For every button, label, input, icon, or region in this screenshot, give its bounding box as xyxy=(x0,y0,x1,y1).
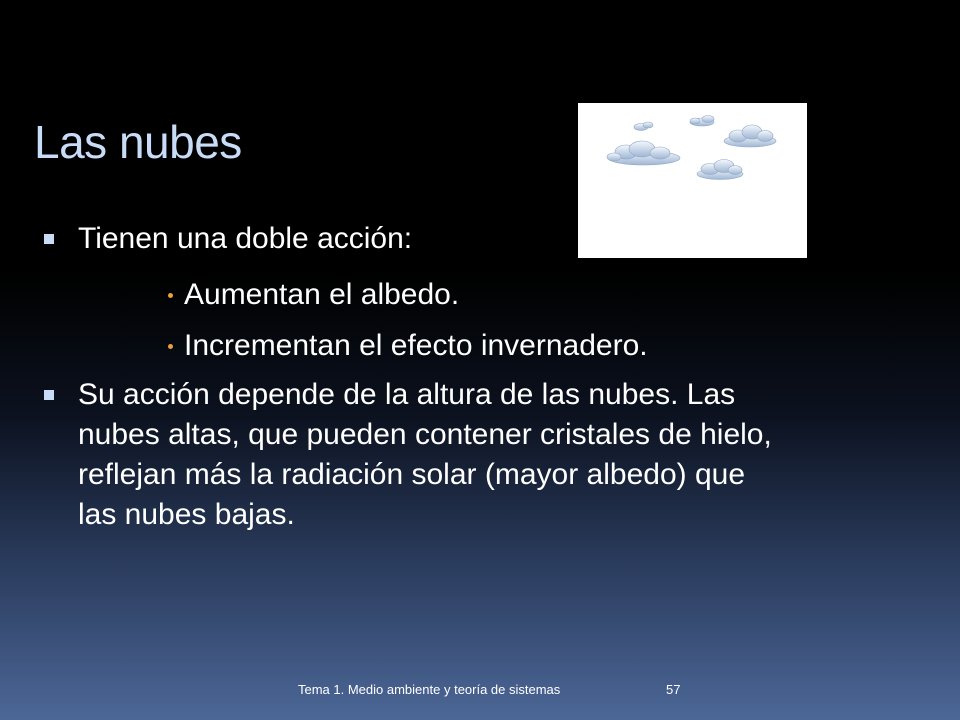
clouds-icon xyxy=(578,103,807,258)
bullet-text: Su acción depende de la altura de las nubes. Las nubes altas, que pueden contener cristales de hielo, reflejan más la radiación solar (mayor albedo) que las nubes bajas. xyxy=(78,378,772,531)
page-number: 57 xyxy=(666,682,681,697)
square-bullet-icon xyxy=(44,390,54,400)
footer-text: Tema 1. Medio ambiente y teoría de sistemas xyxy=(298,682,561,697)
square-bullet-icon xyxy=(44,234,54,244)
sub-bullet-text: Aumentan el albedo. xyxy=(184,278,460,311)
sub-bullet-item xyxy=(168,326,648,366)
clouds-image xyxy=(578,103,807,258)
sub-bullet-text: Incrementan el efecto invernadero. xyxy=(184,329,648,362)
bullet-item xyxy=(44,219,412,259)
dot-bullet-icon xyxy=(168,293,173,298)
dot-bullet-icon xyxy=(168,344,173,349)
sub-bullet-item xyxy=(168,275,459,315)
bullet-item xyxy=(44,375,784,535)
slide-title: Las nubes xyxy=(34,116,242,168)
bullet-text: Tienen una doble acción: xyxy=(78,222,413,255)
